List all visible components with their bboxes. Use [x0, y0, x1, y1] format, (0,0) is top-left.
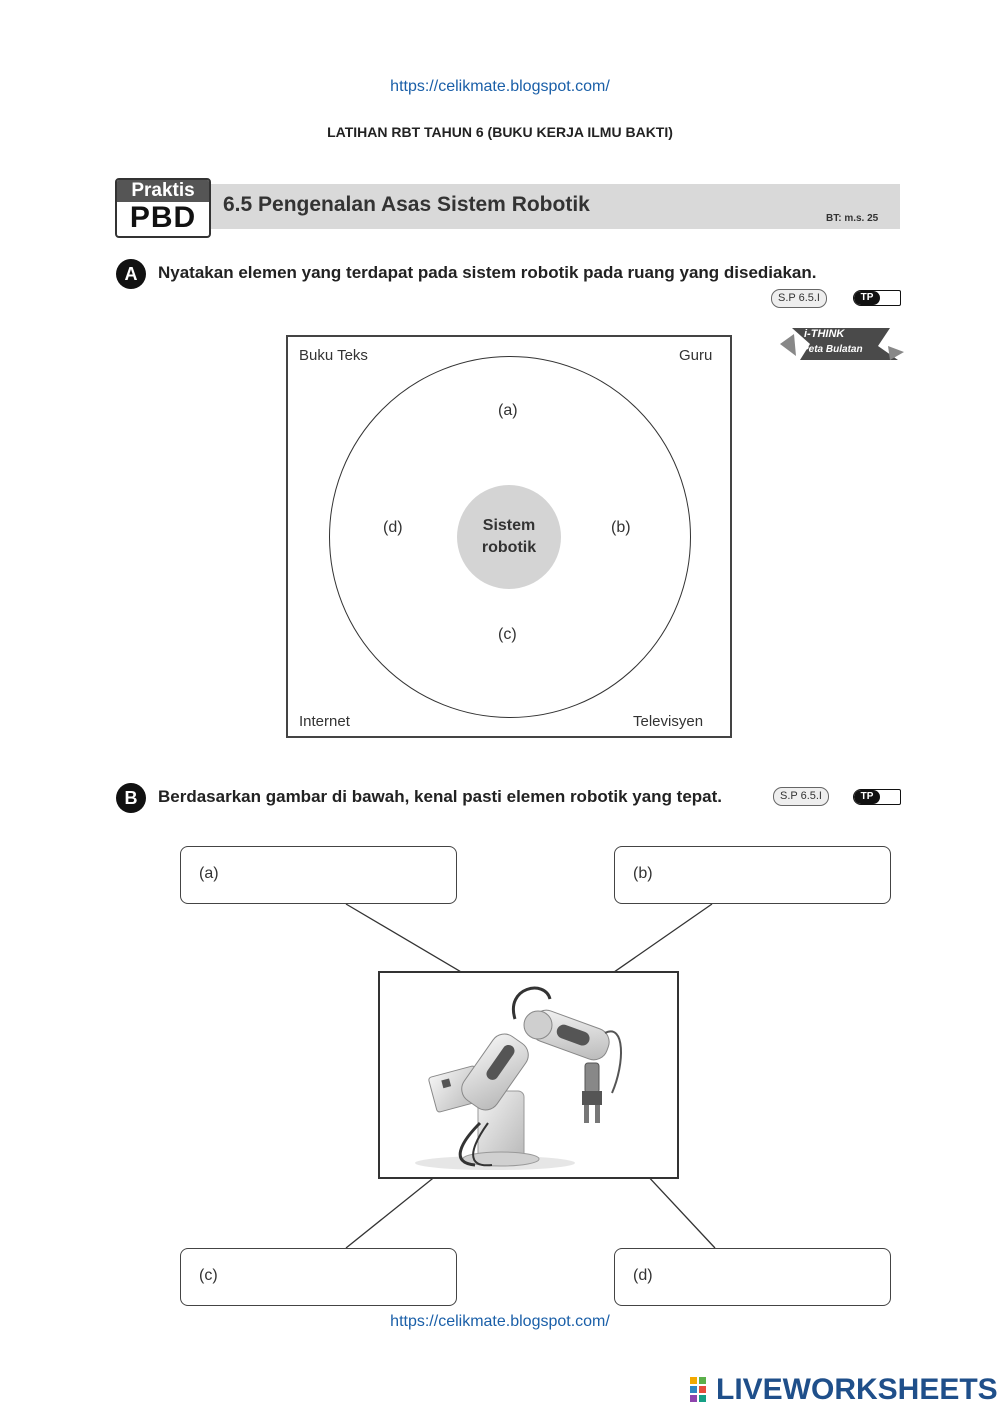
map-answer-b[interactable]: (b)	[611, 519, 631, 536]
robot-arm-picture	[378, 971, 679, 1179]
map-corner-television: Televisyen	[633, 713, 704, 730]
section-a-instruction: Nyatakan elemen yang terdapat pada sistem robotik pada ruang yang disediakan.	[158, 263, 817, 282]
pbd-label: PBD	[129, 201, 197, 234]
ithink-subtitle: Peta Bulatan	[802, 344, 863, 355]
liveworksheets-logo	[690, 1373, 998, 1407]
answer-box-d[interactable]	[614, 1248, 891, 1306]
section-b-sp-badge: S.P 6.5.I	[773, 787, 829, 806]
map-corner-textbook: Buku Teks	[299, 347, 368, 364]
tp-label: TP	[854, 790, 880, 804]
map-answer-c[interactable]: (c)	[498, 626, 517, 643]
map-answer-a[interactable]: (a)	[498, 402, 518, 419]
section-b-marker: B	[116, 783, 146, 813]
answer-box-a-label: (a)	[199, 865, 219, 882]
book-reference: BT: m.s. 25	[826, 213, 879, 224]
section-a-sp-badge: S.P 6.5.I	[771, 289, 827, 308]
answer-box-b-label: (b)	[633, 865, 653, 882]
liveworksheets-grid-icon	[690, 1377, 716, 1403]
bottom-link[interactable]: https://celikmate.blogspot.com/	[390, 1313, 610, 1330]
robot-arm-icon	[380, 973, 677, 1177]
section-b-instruction: Berdasarkan gambar di bawah, kenal pasti elemen robotik yang tepat.	[158, 787, 723, 806]
answer-box-c-label: (c)	[199, 1267, 218, 1284]
answer-box-b[interactable]	[614, 846, 891, 904]
map-answer-d[interactable]: (d)	[383, 519, 403, 536]
top-link[interactable]: https://celikmate.blogspot.com/	[390, 78, 610, 95]
center-label-line1: Sistem	[482, 517, 536, 534]
praktis-label: Praktis	[117, 180, 209, 202]
map-corner-internet: Internet	[299, 713, 350, 730]
center-label-line2: robotik	[481, 539, 537, 556]
answer-box-a[interactable]	[180, 846, 457, 904]
arrow-c	[346, 1167, 447, 1248]
answer-box-d-label: (d)	[633, 1267, 653, 1284]
page-title: 6.5 Pengenalan Asas Sistem Robotik	[223, 193, 590, 216]
map-corner-teacher: Guru	[679, 347, 713, 364]
worksheet-subtitle: LATIHAN RBT TAHUN 6 (BUKU KERJA ILMU BAKTI)	[327, 124, 673, 140]
ithink-title: i-THINK	[804, 328, 845, 340]
tp-label: TP	[854, 291, 880, 305]
section-a-marker: A	[116, 259, 146, 289]
answer-box-c[interactable]	[180, 1248, 457, 1306]
liveworksheets-text: LIVEWORKSHEETS	[716, 1373, 998, 1406]
